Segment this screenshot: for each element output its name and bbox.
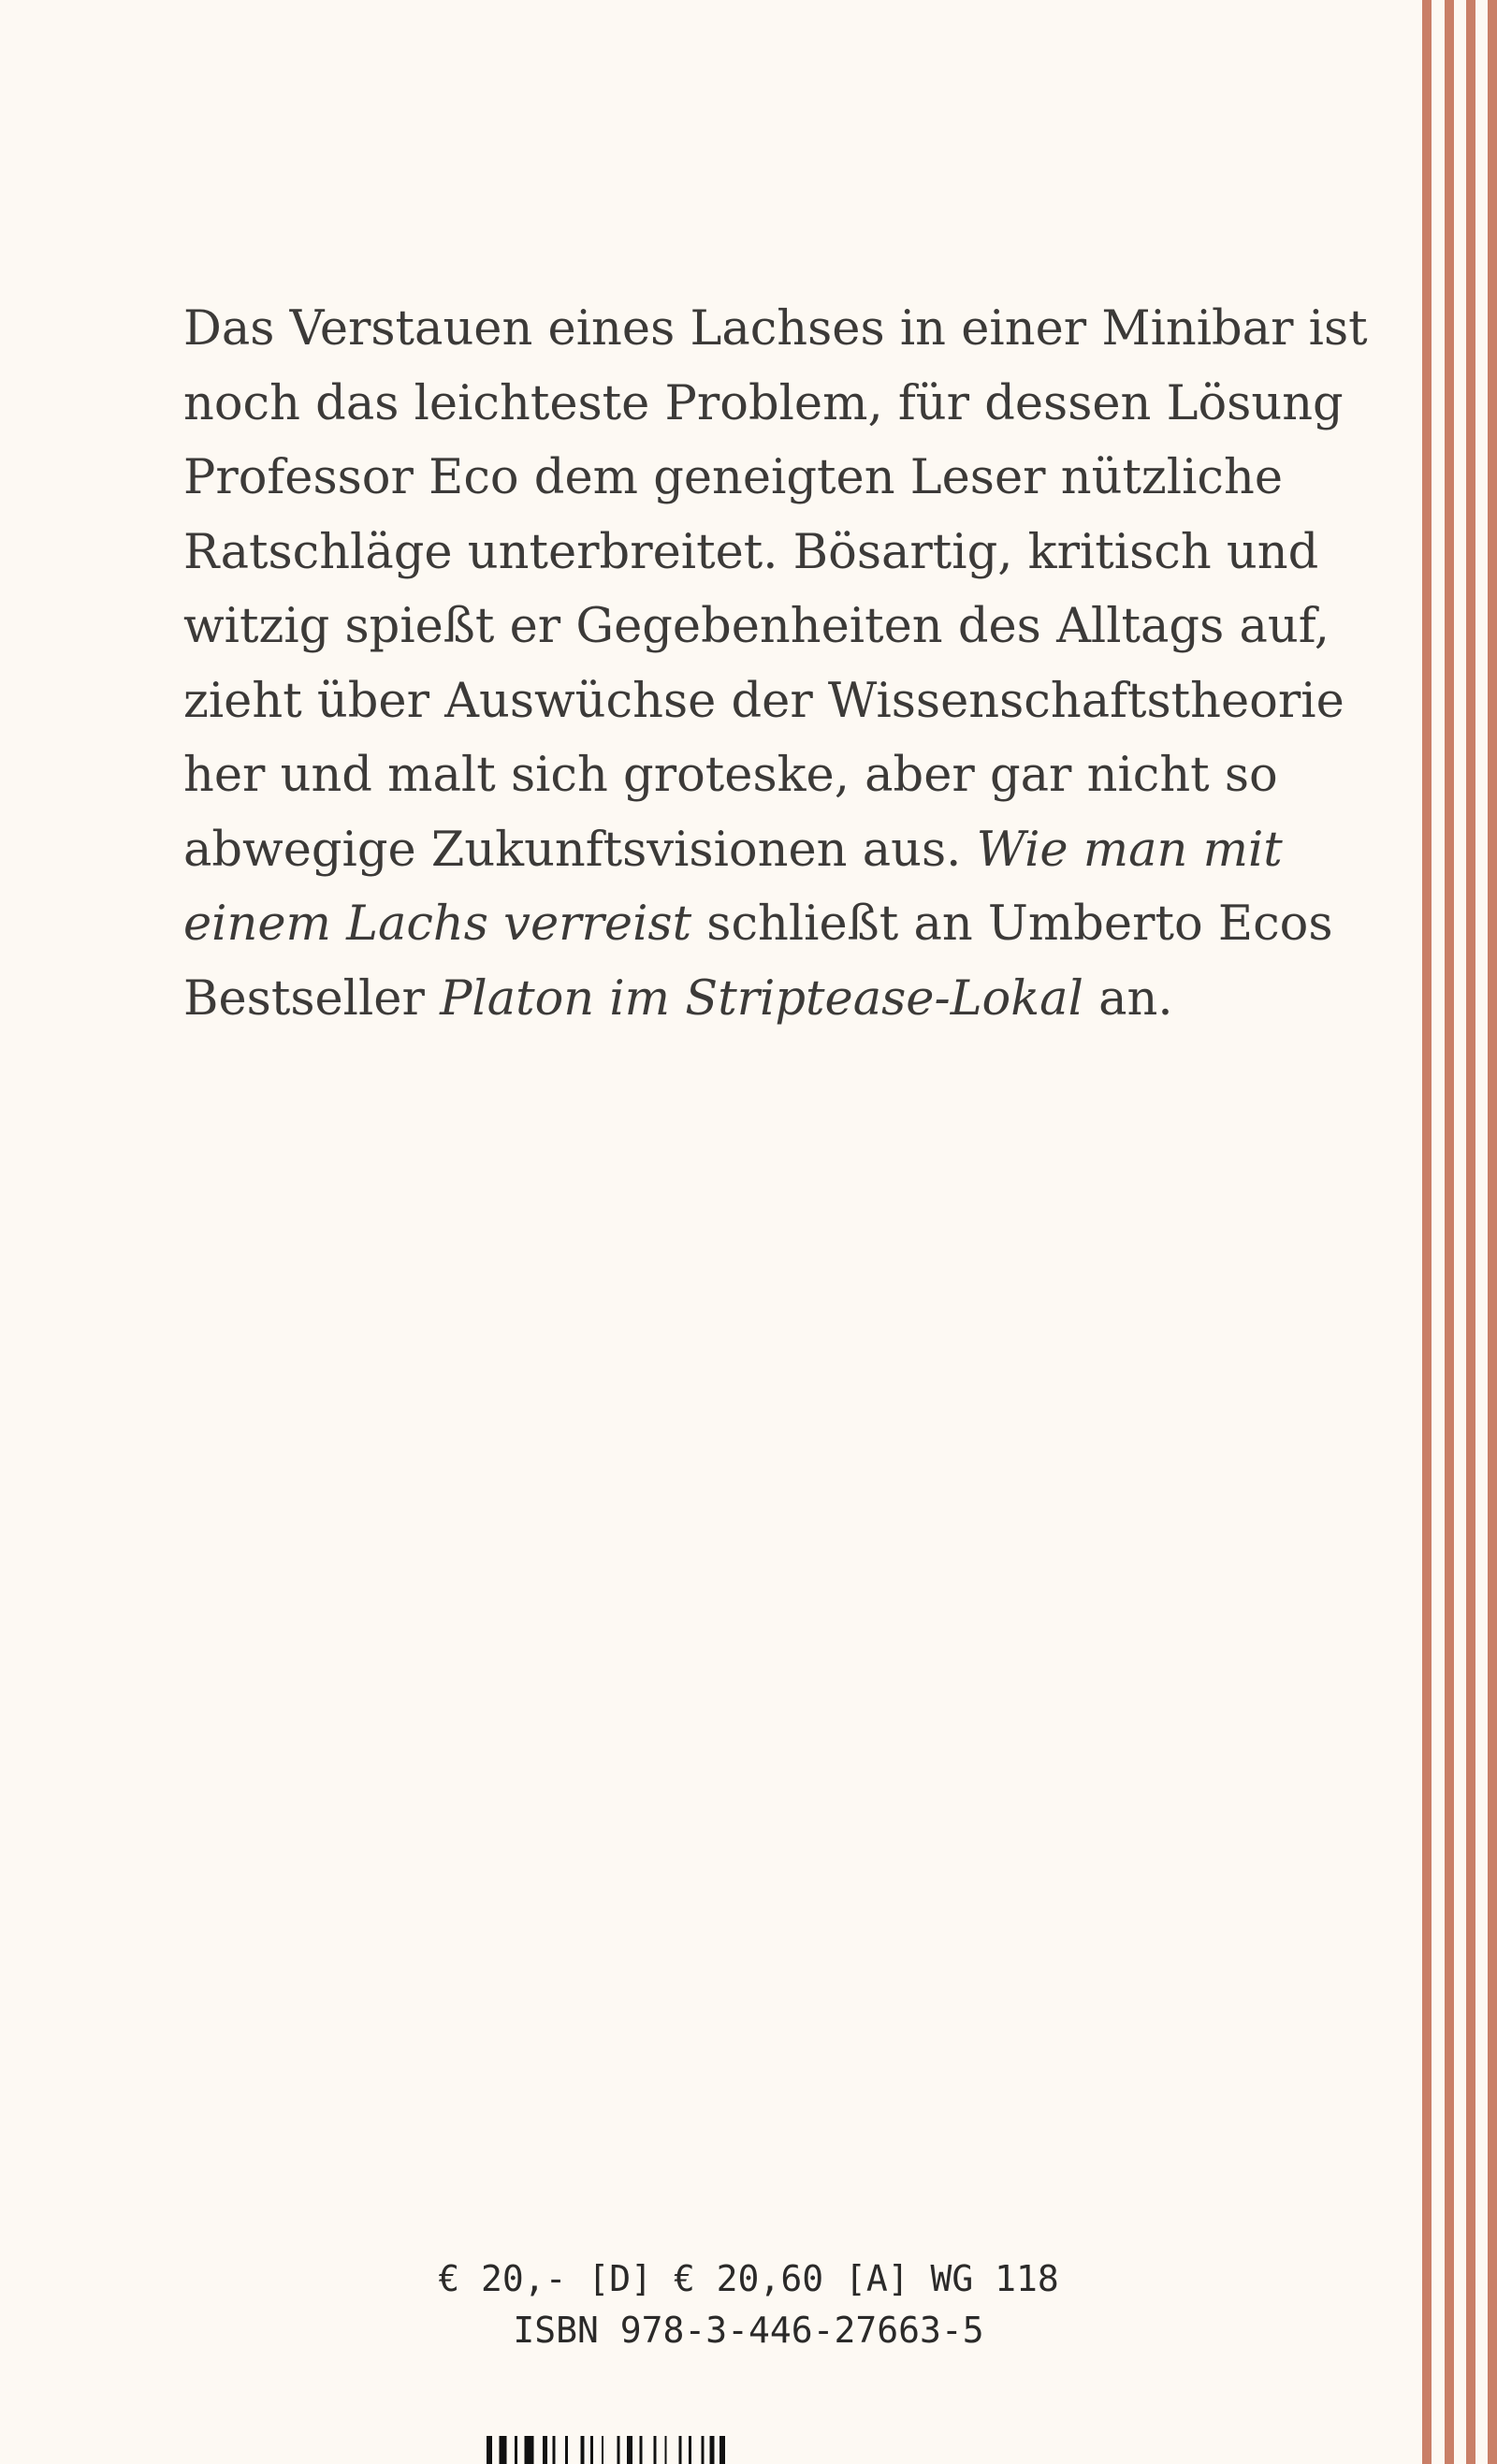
blurb-line: Professor Eco dem geneigten Leser nützliche [183, 450, 1284, 505]
blurb-line: her und malt sich groteske, aber gar nicht so [183, 748, 1278, 803]
blurb-line: Ratschläge unterbreitet. Bösartig, kritisch und [183, 524, 1319, 580]
stripe [1488, 0, 1497, 2464]
blurb-line: Das Verstauen eines Lachses in einer Minibar ist [183, 301, 1368, 357]
blurb-line [183, 887, 1333, 962]
blurb-line: noch das leichteste Problem, für dessen Lösung [183, 375, 1344, 431]
blurb-line [183, 813, 1287, 888]
decorative-stripes [1422, 0, 1497, 2464]
barcode-icon [487, 2436, 936, 2464]
blurb-text-segment: schließt an Umberto Ecos [691, 897, 1333, 952]
blurb-line: zieht über Auswüchse der Wissenschaftstheorie [183, 673, 1344, 729]
book-title-italic: Wie man mit [976, 822, 1283, 878]
book-title-italic: Platon im Striptease-Lokal [440, 970, 1083, 1027]
blurb-text-segment: abwegige Zukunftsvisionen aus. [183, 822, 977, 878]
book-title-italic: einem Lachs verreist [183, 897, 692, 952]
blurb-line: witzig spießt er Gegebenheiten des Alltags auf, [183, 599, 1330, 654]
stripe [1422, 0, 1432, 2464]
stripe [1466, 0, 1475, 2464]
blurb-text [183, 292, 1368, 1036]
blurb-text-segment: Bestseller [183, 970, 441, 1027]
blurb-line [183, 962, 1287, 1037]
stripe [1445, 0, 1454, 2464]
isbn-line: ISBN 978-3-446-27663-5 [513, 2310, 984, 2351]
price-line: € 20,- [D] € 20,60 [A] WG 118 [438, 2258, 1059, 2299]
blurb-text-segment: an. [1083, 970, 1173, 1027]
